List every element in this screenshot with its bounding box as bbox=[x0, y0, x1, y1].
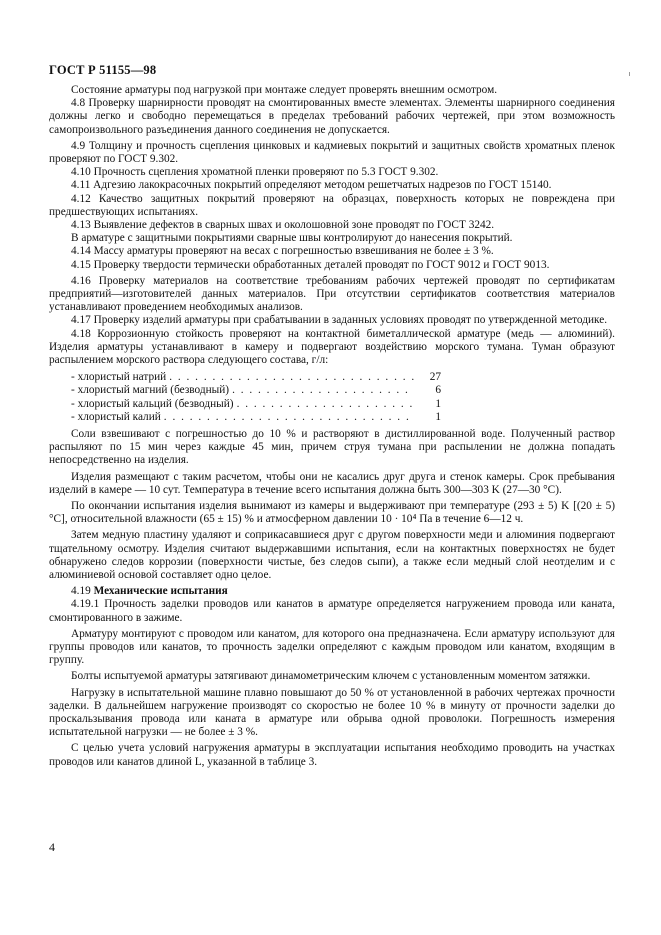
section-number: 4.19 bbox=[71, 585, 91, 598]
paragraph-after-test: По окончании испытания изделия вынимают из камеры и выдерживают при температуре (293 ± 5) K [(20 ± 5) °C], относительной влажности (65 ± 15) % и атмосферном давлении 10 · 10⁴ Па в течение 6—12 ч. bbox=[49, 500, 615, 526]
paragraph-4-14: 4.14 Массу арматуры проверяют на весах с погрешностью взвешивания не более ± 3 %. bbox=[71, 245, 494, 258]
component-name: - хлористый натрий bbox=[71, 371, 167, 384]
paragraph: Состояние арматуры под нагрузкой при монтаже следует проверять внешним осмотром. bbox=[71, 84, 498, 96]
paragraph-4-13-note: В арматуре с защитными покрытиями сварные швы контролируют до нанесения покрытий. bbox=[71, 232, 513, 245]
paragraph-loading: Нагрузку в испытательной машине плавно повышают до 50 % от установленной в рабочих чертежах прочности заделки. В дальнейшем нагружение производят со скоростью не более 10 % в минуту от прочности заделки до проскальзывания провода или каната в арматуре или обрыва одной проволоки. Погрешность измерения испытательной нагрузки — не более ± 3 %. bbox=[49, 686, 615, 739]
paragraph-4-15: 4.15 Проверку твердости термически обработанных деталей проводят по ГОСТ 9012 и ГОСТ 9013. bbox=[71, 258, 550, 271]
solution-composition-list bbox=[71, 371, 441, 424]
paragraph-length: С целью учета условий нагружения арматуры в эксплуатации испытания необходимо проводить на участках проводов или канатов длиной L, указанной в таблице 3. bbox=[49, 742, 615, 768]
component-value: 1 bbox=[435, 410, 441, 423]
page-number: 4 bbox=[49, 840, 55, 854]
leader-dots bbox=[232, 384, 414, 397]
paragraph-4-9: 4.9 Толщину и прочность сцепления цинковых и кадмиевых покрытий и защитных свойств хроматных пленок проверяют по ГОСТ 9.302. bbox=[49, 139, 615, 166]
paragraph-4-8: 4.8 Проверку шарнирности проводят на смонтированных вместе элементах. Элементы шарнирного соединения должны легко и свободно перемещаться в пределах требований рабочих чертежей, при этом возможность самопроизвольного разъединения данного соединения не допускается. bbox=[49, 97, 615, 136]
paragraph-mounting: Арматуру монтируют с проводом или канатом, для которого она предназначена. Если арматуру используют для группы проводов или канатов, то прочность заделки определяют с каждым проводом или канатом, входящим в группу. bbox=[49, 627, 615, 667]
paragraph-4-19-1: 4.19.1 Прочность заделки проводов или канатов в арматуре определяется нагружением провода или каната, смонтированного в зажиме. bbox=[49, 598, 615, 624]
component-value: 1 bbox=[435, 397, 441, 410]
paragraph-4-11: 4.11 Адгезию лакокрасочных покрытий определяют методом решетчатых надрезов по ГОСТ 15140. bbox=[71, 179, 552, 192]
paragraph-4-18: 4.18 Коррозионную стойкость проверяют на контактной биметаллической арматуре (медь — алюминий). Изделия арматуры устанавливают в камеру и подвергают воздействию морского тумана. Туман образуют распылением морского раствора следующего состава, г/л: bbox=[49, 327, 615, 367]
document-body bbox=[49, 84, 615, 769]
section-title: Механические испытания bbox=[93, 585, 228, 598]
paragraph-placement: Изделия размещают с таким расчетом, чтобы они не касались друг друга и стенок камеры. Срок пребывания изделий в камере — 10 сут. Температура в течение всего испытания должна быть 300—303 K (27—30 °C). bbox=[49, 470, 615, 496]
paragraph-inspection: Затем медную пластину удаляют и соприкасавшиеся друг с другом поверхности меди и алюминия подвергают тщательному осмотру. Изделия считают выдержавшими испытания, если на контактных поверхностях не будет обнаружено следов коррозии (поверхности чистые, без следов сыпи), а также если медный слой неотделим и с алюминиевой основой составляет одно целое. bbox=[49, 529, 615, 582]
paragraph-4-12: 4.12 Качество защитных покрытий проверяют на образцах, поверхность которых не повреждена при предшествующих испытаниях. bbox=[49, 192, 615, 218]
section-heading-4-19 bbox=[49, 585, 615, 598]
list-item bbox=[71, 384, 441, 397]
component-name: - хлористый калий bbox=[71, 410, 161, 423]
paragraph-salts: Соли взвешивают с погрешностью до 10 % и растворяют в дистиллированной воде. Полученный раствор распыляют по 15 мин через каждые 45 мин, причем струя тумана при распылении не должна попадать непосредственно на изделия. bbox=[49, 428, 615, 467]
list-item bbox=[71, 411, 441, 424]
component-value: 6 bbox=[435, 384, 441, 397]
paragraph-4-17: 4.17 Проверку изделий арматуры при срабатывании в заданных условиях проводят по утвержденной методике. bbox=[71, 314, 608, 327]
component-value: 27 bbox=[429, 371, 441, 384]
list-item bbox=[71, 398, 441, 411]
list-item bbox=[71, 371, 441, 384]
leader-dots bbox=[237, 398, 414, 411]
component-name: - хлористый кальций (безводный) bbox=[71, 397, 234, 410]
component-name: - хлористый магний (безводный) bbox=[71, 384, 230, 397]
paragraph-4-13: 4.13 Выявление дефектов в сварных швах и околошовной зоне проводят по ГОСТ 3242. bbox=[71, 219, 495, 232]
document-header: ГОСТ Р 51155—98 bbox=[49, 63, 157, 77]
scan-speck bbox=[629, 72, 630, 76]
paragraph-bolts: Болты испытуемой арматуры затягивают динамометрическим ключем с установленным моментом затяжки. bbox=[71, 670, 591, 683]
paragraph-4-16: 4.16 Проверку материалов на соответствие требованиям рабочих чертежей проводят по сертификатам предприятий—изготовителей данных материалов. При отсутствии сертификатов соответствия материалов устанавливают проведением необходимых анализов. bbox=[49, 274, 615, 314]
paragraph-4-10: 4.10 Прочность сцепления хроматной пленки проверяют по 5.3 ГОСТ 9.302. bbox=[71, 166, 439, 179]
leader-dots bbox=[164, 411, 414, 424]
leader-dots bbox=[169, 371, 414, 384]
